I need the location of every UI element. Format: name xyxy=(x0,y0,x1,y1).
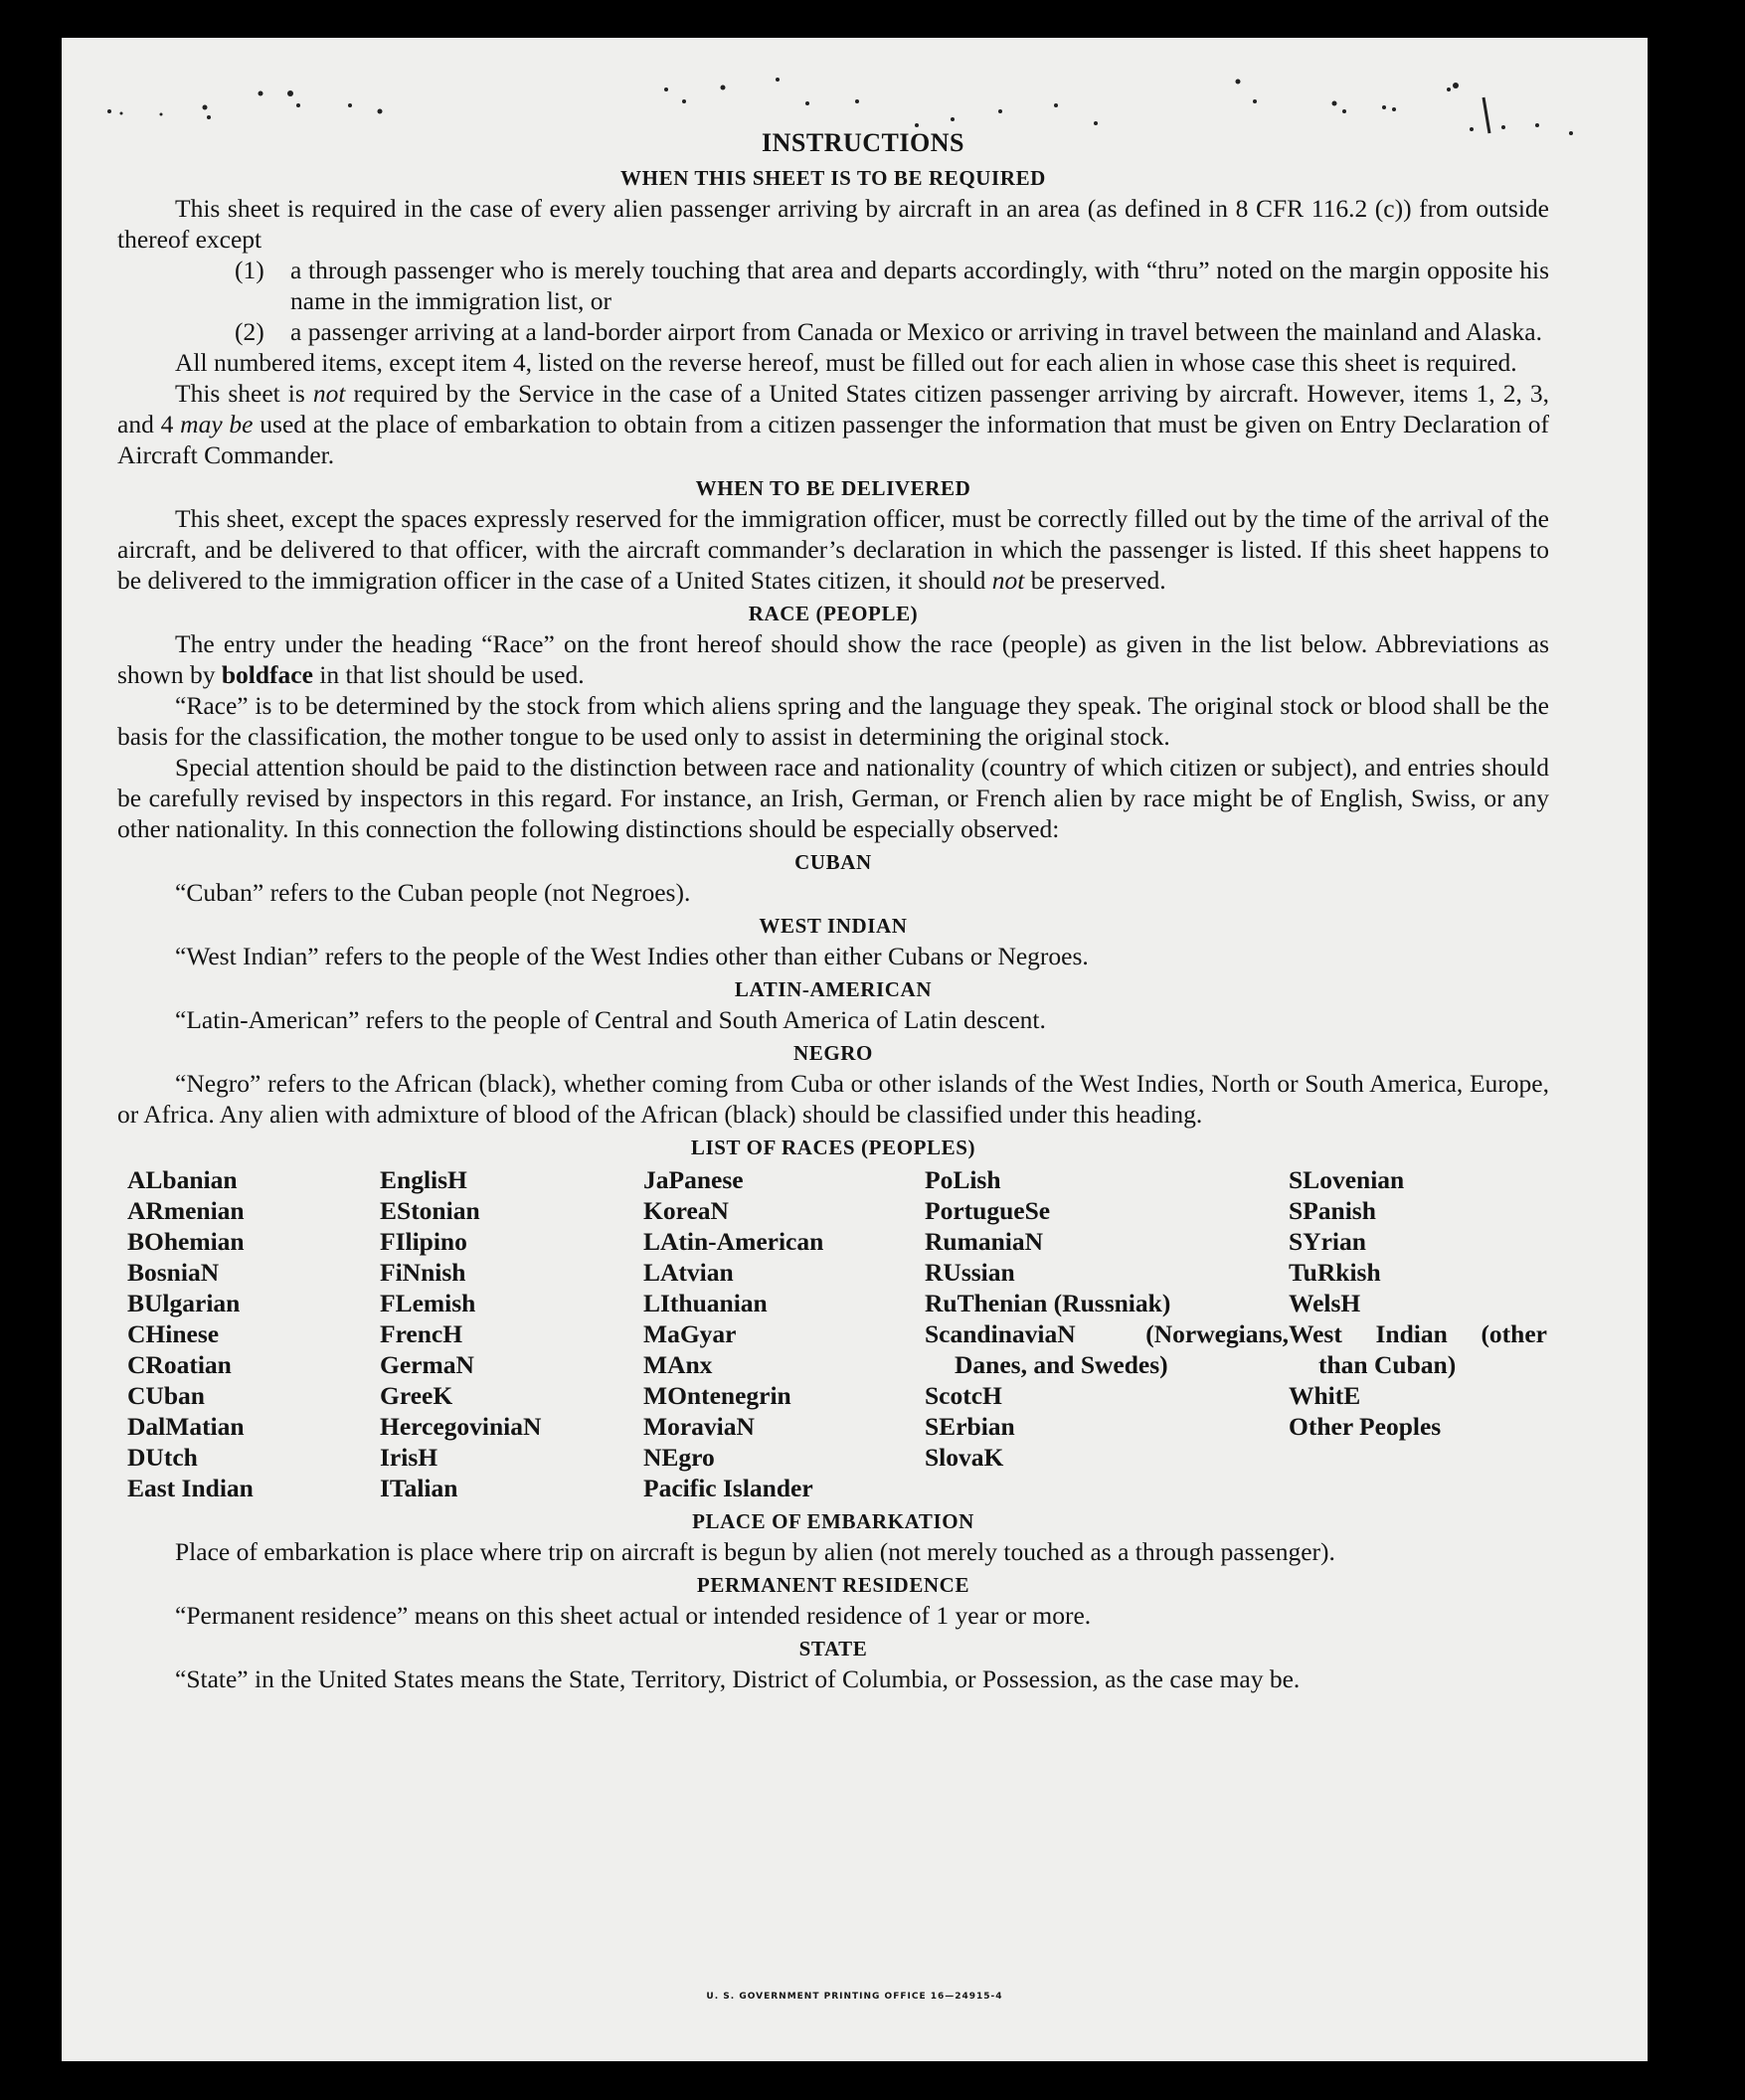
races-column xyxy=(643,1164,925,1503)
race-entry: CHinese xyxy=(127,1319,220,1348)
race-paragraph-3: Special attention should be paid to the distinction between race and nationality (country of which citizen or subject), and entries should be carefully revised by inspectors in this regard. For instance, an Irish, German, or French alien by race might be of English, Swiss, or any other nationality. In this connection the following distinctions should be especially observed: xyxy=(117,753,1549,843)
embarkation-text: Place of embarkation is place where trip on aircraft is begun by alien (not merely touched as a through passenger). xyxy=(175,1537,1335,1566)
exception-item-1 xyxy=(117,255,1549,316)
race-entry: ITalian xyxy=(380,1474,458,1502)
page-title: INSTRUCTIONS xyxy=(762,128,964,157)
heading-race: RACE (PEOPLE) xyxy=(748,602,919,625)
race-entry: CRoatian xyxy=(127,1350,232,1379)
race-entry: FiNnish xyxy=(380,1258,466,1287)
race-entry: ScotcH xyxy=(925,1381,1002,1410)
race-entry: SlovaK xyxy=(925,1443,1004,1472)
heading-negro: NEGRO xyxy=(792,1041,873,1065)
race-entry: PortugueSe xyxy=(925,1196,1051,1225)
race-entry: DalMatian xyxy=(127,1412,245,1441)
instructions-content xyxy=(117,127,1549,1694)
race-entry: FLemish xyxy=(380,1289,476,1317)
printer-imprint: U. S. GOVERNMENT PRINTING OFFICE 16—24915-4 xyxy=(706,1992,1003,2002)
race-entry: MoraviaN xyxy=(643,1412,755,1441)
item-number: (2) xyxy=(235,317,264,346)
race-entry: MOntenegrin xyxy=(643,1381,791,1410)
heading-when-required: WHEN THIS SHEET IS TO BE REQUIRED xyxy=(620,166,1046,190)
race-entry: IrisH xyxy=(380,1443,438,1472)
item-text: a passenger arriving at a land-border airport from Canada or Mexico or arriving in travel between the mainland and Alaska. xyxy=(290,317,1542,346)
state-text: “State” in the United States means the State, Territory, District of Columbia, or Possession, as the case may be. xyxy=(175,1664,1301,1693)
race-entry: LAtin-American xyxy=(643,1227,824,1256)
item-number: (1) xyxy=(235,256,264,284)
race-entry: WhitE xyxy=(1289,1381,1361,1410)
race-entry: Pacific Islander xyxy=(643,1474,813,1502)
races-column xyxy=(925,1164,1289,1503)
race-entry: LAtvian xyxy=(643,1258,734,1287)
race-entry: RUssian xyxy=(925,1258,1015,1287)
race-entry: RuThenian (Russniak) xyxy=(925,1289,1171,1317)
race-entry: HercegoviniaN xyxy=(380,1412,542,1441)
when-delivered-text: This sheet, except the spaces expressly reserved for the immigration officer, must be correctly filled out by the time of the arrival of the aircraft, and be delivered to that officer, with the aircraft commander’s declaration in which the passenger is listed. If this sheet happens to be delivered to the immigration officer in the case of a United States citizen, it should not be preserved. xyxy=(117,504,1549,595)
race-entry: MAnx xyxy=(643,1350,713,1379)
race-entry: DUtch xyxy=(127,1443,198,1472)
item-text: a through passenger who is merely touching that area and departs accordingly, with “thru” noted on the margin opposite his name in the immigration list, or xyxy=(290,256,1549,315)
west-indian-text: “West Indian” refers to the people of the West Indies other than either Cubans or Negroes. xyxy=(175,942,1089,970)
races-column xyxy=(127,1164,380,1503)
numbered-items-paragraph: All numbered items, except item 4, listed on the reverse hereof, must be filled out for each alien in whose case this sheet is required. xyxy=(175,348,1517,377)
residence-text: “Permanent residence” means on this sheet actual or intended residence of 1 year or more. xyxy=(175,1601,1092,1630)
citizen-paragraph: This sheet is not required by the Service in the case of a United States citizen passenger arriving by aircraft. However, items 1, 2, 3, and 4 may be used at the place of embarkation to obtain from a citizen passenger the information that must be given on Entry Declaration of Aircraft Commander. xyxy=(117,379,1549,469)
document-page xyxy=(62,38,1648,2061)
when-required-intro: This sheet is required in the case of every alien passenger arriving by aircraft in an area (as defined in 8 CFR 116.2 (c)) from outside thereof except xyxy=(117,194,1549,254)
races-list xyxy=(127,1164,1549,1503)
race-entry: LIthuanian xyxy=(643,1289,768,1317)
races-column xyxy=(1289,1164,1547,1503)
race-entry: BosniaN xyxy=(127,1258,220,1287)
race-entry: ARmenian xyxy=(127,1196,245,1225)
race-entry: ALbanian xyxy=(127,1165,238,1194)
race-entry: NEgro xyxy=(643,1443,715,1472)
race-paragraph-2: “Race” is to be determined by the stock from which aliens spring and the language they speak. The original stock or blood shall be the basis for the classification, the mother tongue to be used only to assist in determining the original stock. xyxy=(117,691,1549,751)
race-entry: SPanish xyxy=(1289,1196,1376,1225)
race-entry: MaGyar xyxy=(643,1319,737,1348)
race-entry: Other Peoples xyxy=(1289,1412,1442,1441)
races-column xyxy=(380,1164,643,1503)
race-entry: RumaniaN xyxy=(925,1227,1044,1256)
heading-west-indian: WEST INDIAN xyxy=(759,914,908,938)
race-entry: GermaN xyxy=(380,1350,474,1379)
race-entry: FrencH xyxy=(380,1319,463,1348)
race-entry: BOhemian xyxy=(127,1227,245,1256)
race-entry: EnglisH xyxy=(380,1165,467,1194)
race-entry: West Indian (other than Cuban) xyxy=(1289,1319,1547,1379)
race-entry: WelsH xyxy=(1289,1289,1361,1317)
latin-american-text: “Latin-American” refers to the people of Central and South America of Latin descent. xyxy=(175,1005,1046,1034)
race-entry: East Indian xyxy=(127,1474,254,1502)
race-paragraph-1: The entry under the heading “Race” on the front hereof should show the race (people) as given in the list below. Abbreviations as shown by boldface in that list should be used. xyxy=(117,629,1549,689)
heading-list-of-races: LIST OF RACES (PEOPLES) xyxy=(690,1136,976,1159)
race-entry: EStonian xyxy=(380,1196,480,1225)
race-entry: KoreaN xyxy=(643,1196,729,1225)
race-entry: CUban xyxy=(127,1381,205,1410)
race-entry: FIlipino xyxy=(380,1227,467,1256)
negro-text: “Negro” refers to the African (black), whether coming from Cuba or other islands of the West Indies, North or South America, Europe, or Africa. Any alien with admixture of blood of the African (black) should be classified under this heading. xyxy=(117,1069,1549,1129)
race-entry: SYrian xyxy=(1289,1227,1366,1256)
exception-item-2 xyxy=(117,316,1549,347)
heading-permanent-residence: PERMANENT RESIDENCE xyxy=(696,1573,970,1597)
cuban-text: “Cuban” refers to the Cuban people (not Negroes). xyxy=(175,878,691,907)
heading-when-delivered: WHEN TO BE DELIVERED xyxy=(695,476,971,500)
race-entry: BUlgarian xyxy=(127,1289,241,1317)
race-entry: TuRkish xyxy=(1289,1258,1381,1287)
race-entry: JaPanese xyxy=(643,1165,744,1194)
race-entry: SLovenian xyxy=(1289,1165,1405,1194)
heading-cuban: CUBAN xyxy=(794,850,872,874)
race-entry: ScandinaviaN (Norwegians, Danes, and Swedes) xyxy=(925,1319,1289,1379)
heading-place-of-embarkation: PLACE OF EMBARKATION xyxy=(692,1509,974,1533)
race-entry: PoLish xyxy=(925,1165,1001,1194)
race-entry: GreeK xyxy=(380,1381,453,1410)
heading-latin-american: LATIN-AMERICAN xyxy=(734,977,933,1001)
race-entry: SErbian xyxy=(925,1412,1015,1441)
heading-state: STATE xyxy=(798,1637,868,1661)
